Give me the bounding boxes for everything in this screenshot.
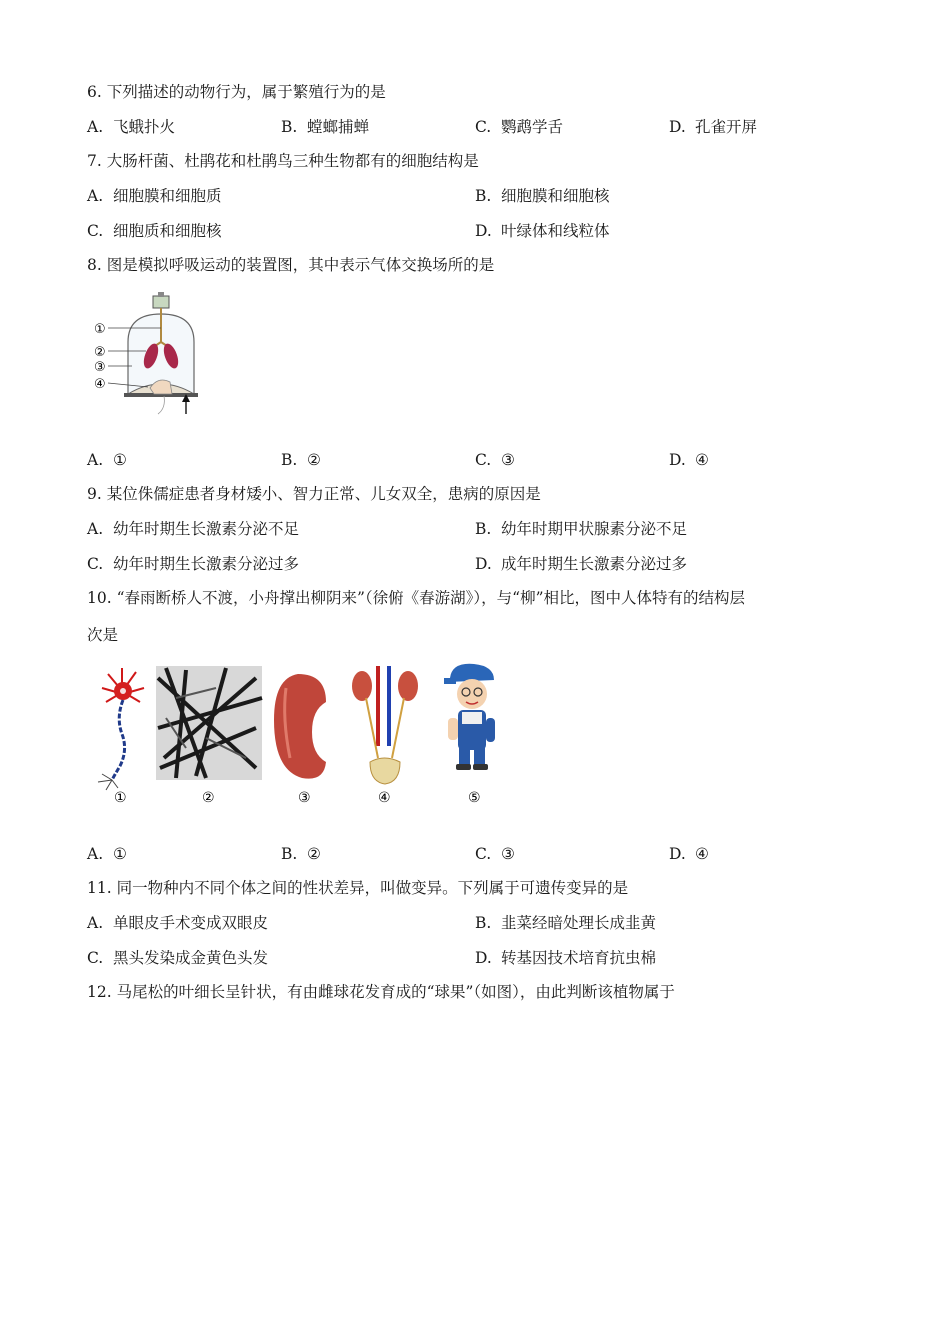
q10-stem-line2: 次是 <box>87 626 119 644</box>
q7-stem: 7. 大肠杆菌、杜鹃花和杜鹃鸟三种生物都有的细胞结构是 <box>87 152 479 170</box>
q12-stem: 12. 马尾松的叶细长呈针状，有由雌球花发育成的“球果”（如图），由此判断该植物属于 <box>87 983 675 1001</box>
neuron-cell-image <box>98 668 144 790</box>
q11-option-b: B. 韭菜经暗处理长成韭黄 <box>475 914 657 932</box>
q11-option-c: C. 黑头发染成金黄色头发 <box>87 949 269 967</box>
q7-option-b: B. 细胞膜和细胞核 <box>475 187 610 205</box>
q9-option-b: B. 幼年时期甲状腺素分泌不足 <box>475 520 688 538</box>
kidney-organ-image <box>274 674 326 779</box>
q6-option-b: B. 螳螂捕蝉 <box>281 118 370 136</box>
q8-figure-label-2: ② <box>94 345 106 360</box>
q10-option-a: A. ① <box>87 845 127 863</box>
q8-figure-label-4: ④ <box>94 377 106 392</box>
q10-option-d: D. ④ <box>669 845 709 863</box>
breathing-model-figure <box>88 290 218 420</box>
q9-stem: 9. 某位侏儒症患者身材矮小、智力正常、儿女双全，患病的原因是 <box>87 485 541 503</box>
q6-option-c: C. 鹦鹉学舌 <box>475 118 564 136</box>
q8-option-d: D. ④ <box>669 451 709 469</box>
q10-figure-label-5: ⑤ <box>468 790 481 806</box>
tissue-image <box>156 666 262 780</box>
q7-option-c: C. 细胞质和细胞核 <box>87 222 222 240</box>
body-structure-levels-figure <box>86 658 506 810</box>
q8-figure-label-1: ① <box>94 322 106 337</box>
q8-option-a: A. ① <box>87 451 127 469</box>
q6-option-a: A. 飞蛾扑火 <box>87 118 176 136</box>
q8-option-c: C. ③ <box>475 451 515 469</box>
q10-option-c: C. ③ <box>475 845 515 863</box>
q11-stem: 11. 同一物种内不同个体之间的性状差异，叫做变异。下列属于可遗传变异的是 <box>87 879 629 897</box>
q10-figure-label-3: ③ <box>298 790 311 806</box>
q6-stem: 6. 下列描述的动物行为，属于繁殖行为的是 <box>87 83 386 101</box>
q7-option-a: A. 细胞膜和细胞质 <box>87 187 222 205</box>
q9-option-c: C. 幼年时期生长激素分泌过多 <box>87 555 300 573</box>
human-body-image <box>444 664 495 770</box>
q11-option-d: D. 转基因技术培育抗虫棉 <box>475 949 657 967</box>
q10-stem-line1: 10. “春雨断桥人不渡，小舟撑出柳阴来”（徐俯《春游湖》），与“柳”相比，图中人体特有的结构层 <box>87 589 746 607</box>
q11-option-a: A. 单眼皮手术变成双眼皮 <box>87 914 269 932</box>
q6-option-d: D. 孔雀开屏 <box>669 118 758 136</box>
q10-option-b: B. ② <box>281 845 321 863</box>
q8-stem: 8. 图是模拟呼吸运动的装置图，其中表示气体交换场所的是 <box>87 256 495 274</box>
q7-option-d: D. 叶绿体和线粒体 <box>475 222 610 240</box>
q10-figure-label-1: ① <box>114 790 127 806</box>
q9-option-a: A. 幼年时期生长激素分泌不足 <box>87 520 300 538</box>
q8-option-b: B. ② <box>281 451 321 469</box>
q10-figure-label-2: ② <box>202 790 215 806</box>
urinary-system-image <box>352 666 418 784</box>
q9-option-d: D. 成年时期生长激素分泌过多 <box>475 555 688 573</box>
q10-figure-label-4: ④ <box>378 790 391 806</box>
q8-figure-label-3: ③ <box>94 360 106 375</box>
